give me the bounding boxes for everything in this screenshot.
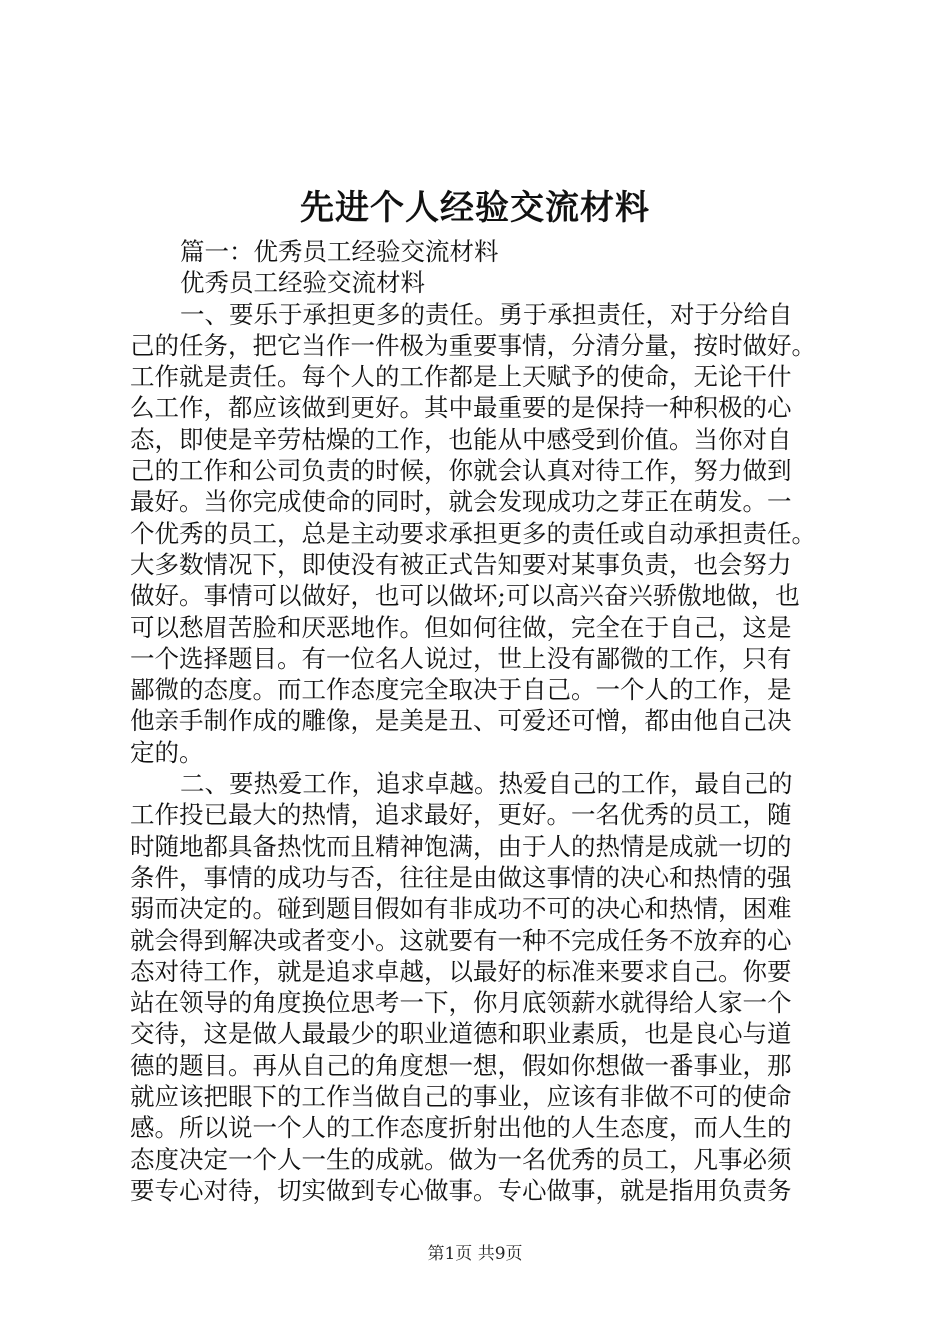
text-line: 一个选择题目。有一位名人说过，世上没有鄙微的工作，只有 <box>130 643 792 673</box>
text-line: 态度决定一个人一生的成就。做为一名优秀的员工，凡事必须 <box>130 1144 792 1174</box>
text-line: 己的任务，把它当作一件极为重要事情，分清分量，按时做好。 <box>130 330 816 360</box>
text-line: 感。所以说一个人的工作态度折射出他的人生态度，而人生的 <box>130 1113 792 1143</box>
text-line: 时随地都具备热忱而且精神饱满，由于人的热情是成就一切的 <box>130 831 792 861</box>
text-line: 篇一：优秀员工经验交流材料 <box>180 237 499 266</box>
text-line: 条件，事情的成功与否，往往是由做这事情的决心和热情的强 <box>130 862 792 892</box>
text-line: 做好。事情可以做好，也可以做坏;可以高兴奋兴骄傲地做，也 <box>130 581 800 611</box>
text-line: 他亲手制作成的雕像，是美是丑、可爱还可憎，都由他自己决 <box>130 706 792 736</box>
text-line: 弱而决定的。碰到题目假如有非成功不可的决心和热情，困难 <box>130 894 792 924</box>
text-line: 一、要乐于承担更多的责任。勇于承担责任，对于分给自 <box>180 299 793 329</box>
text-line: 么工作，都应该做到更好。其中最重要的是保持一种积极的心 <box>130 393 792 423</box>
text-line: 交待，这是做人最最少的职业道德和职业素质，也是良心与道 <box>130 1019 792 1049</box>
text-line: 可以愁眉苦脸和厌恶地作。但如何往做，完全在于自己，这是 <box>130 612 792 642</box>
text-line: 工作就是责任。每个人的工作都是上天赋予的使命，无论干什 <box>130 362 792 392</box>
page-footer: 第1页 共9页 <box>427 1244 523 1264</box>
text-line: 定的。 <box>130 737 204 767</box>
text-line: 态，即使是辛劳枯燥的工作，也能从中感受到价值。当你对自 <box>130 424 792 454</box>
text-line: 个优秀的员工，总是主动要求承担更多的责任或自动承担责任。 <box>130 518 816 548</box>
text-line: 鄙微的态度。而工作态度完全取决于自己。一个人的工作，是 <box>130 675 792 705</box>
text-line: 态对待工作，就是追求卓越，以最好的标准来要求自己。你要 <box>130 956 792 986</box>
text-line: 要专心对待，切实做到专心做事。专心做事，就是指用负责务 <box>130 1175 792 1205</box>
text-line: 德的题目。再从自己的角度想一想，假如你想做一番事业，那 <box>130 1050 792 1080</box>
text-line: 最好。当你完成使命的同时，就会发现成功之芽正在萌发。一 <box>130 487 792 517</box>
text-line: 站在领导的角度换位思考一下，你月底领薪水就得给人家一个 <box>130 988 792 1018</box>
document-title: 先进个人经验交流材料 <box>300 188 650 228</box>
document-body <box>130 236 830 1206</box>
text-line: 己的工作和公司负责的时候，你就会认真对待工作，努力做到 <box>130 456 792 486</box>
text-line: 就应该把眼下的工作当做自己的事业，应该有非做不可的使命 <box>130 1082 792 1112</box>
text-line: 优秀员工经验交流材料 <box>180 268 425 298</box>
text-line: 工作投已最大的热情，追求最好，更好。一名优秀的员工，随 <box>130 800 792 830</box>
text-line: 大多数情况下，即使没有被正式告知要对某事负责，也会努力 <box>130 549 792 579</box>
text-line: 二、要热爱工作，追求卓越。热爱自己的工作，最自己的 <box>180 769 793 799</box>
text-line: 就会得到解决或者变小。这就要有一种不完成任务不放弃的心 <box>130 925 792 955</box>
